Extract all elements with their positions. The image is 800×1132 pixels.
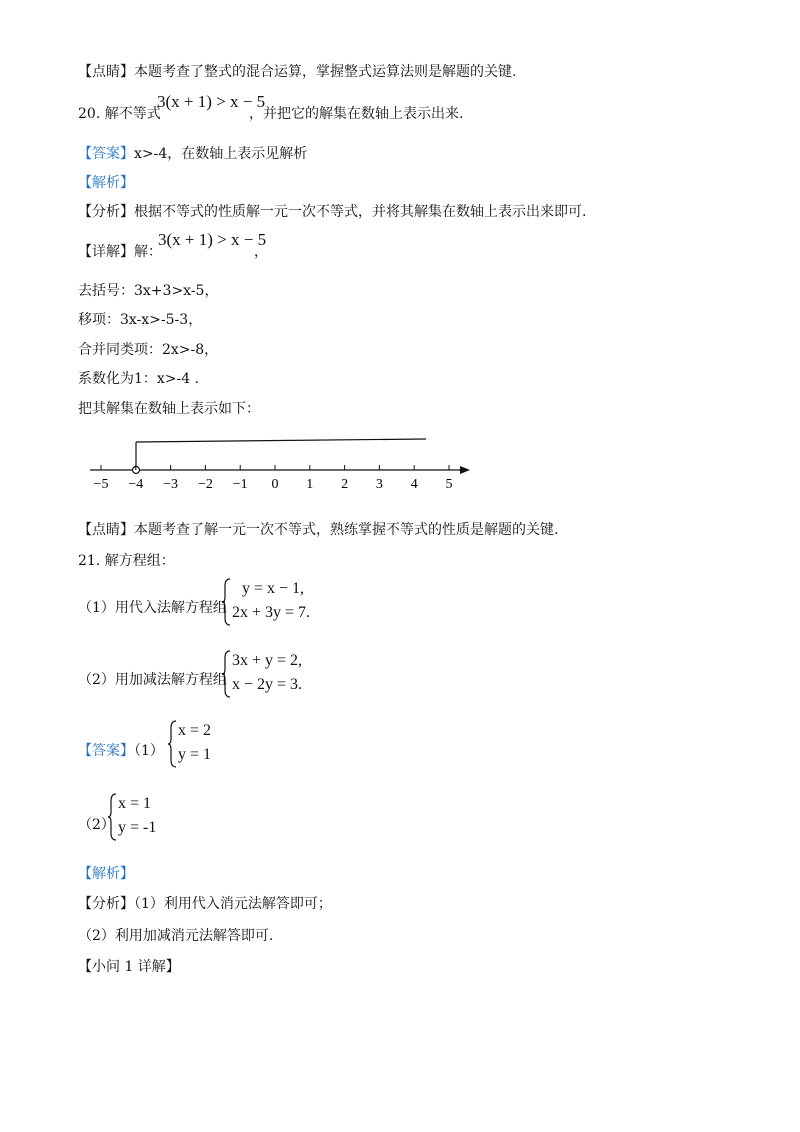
tick-label: 2 (341, 477, 349, 492)
inequality-formula: 3(x + 1) > x − 5 (157, 92, 266, 111)
system-2 (222, 650, 342, 700)
answer-21 (78, 741, 164, 761)
question-lead: 解不等式 (104, 106, 161, 122)
detail-20: 【详解】解： (78, 244, 162, 260)
answer-part-1-label: （1） (134, 743, 164, 759)
tick-label: −4 (128, 477, 144, 492)
subquestion-2-label: （2）用加减法解方程组 (78, 672, 227, 688)
tick-label: −3 (163, 477, 179, 492)
dianjing-note-1: 【点睛】本题考查了整式的混合运算，掌握整式运算法则是解题的关键. (78, 64, 517, 80)
dianjing-note-2: 【点睛】本题考查了解一元一次不等式，熟练掌握不等式的性质是解题的关键. (78, 522, 559, 538)
brace-icon (108, 793, 118, 841)
solution-step: 去括号：3x+3>x-5， (78, 283, 219, 299)
tick-label: 0 (271, 477, 279, 492)
answer-1-y: y = 1 (178, 746, 212, 763)
system-1 (222, 578, 342, 628)
analysis-fenxi-21b: （2）利用加减消元法解答即可. (78, 928, 274, 944)
answer-text: x>-4，在数轴上表示见解析 (134, 146, 308, 162)
solution-step: 合并同类项：2x>-8， (78, 342, 219, 358)
question-20 (78, 104, 161, 124)
solution-step: 移项：3x-x>-5-3， (78, 312, 203, 328)
answer-tag: 【答案】 (78, 743, 134, 759)
tick-label: −5 (93, 477, 109, 492)
detail-comma: ， (254, 244, 268, 260)
tick-label: −1 (232, 477, 248, 492)
answer-1-x: x = 2 (178, 722, 212, 739)
solution-ray (136, 439, 426, 442)
answer-2-x: x = 1 (118, 795, 152, 812)
analysis-fenxi-20: 【分析】根据不等式的性质解一元一次不等式，并将其解集在数轴上表示出来即可. (78, 204, 587, 220)
system-2-eq1: 3x + y = 2, (232, 652, 303, 669)
subquestion-1-detail: 【小问 1 详解】 (78, 959, 180, 975)
system-2-eq2: x − 2y = 3. (232, 676, 303, 693)
system-1-eq1: y = x − 1, (242, 580, 305, 597)
tick-label: −2 (197, 477, 213, 492)
axis-arrow (460, 466, 470, 474)
brace-icon (222, 578, 232, 626)
tick-label: 1 (306, 477, 314, 492)
brace-icon (168, 720, 178, 768)
answer-system-2 (108, 793, 188, 843)
tick-label: 4 (410, 477, 418, 492)
question-21-title: 21. 解方程组： (78, 553, 175, 569)
number-line (80, 430, 480, 500)
numberline-intro: 把其解集在数轴上表示如下： (78, 401, 260, 417)
analysis-tag-2: 【解析】 (78, 866, 134, 882)
answer-20 (78, 144, 307, 164)
solution-step: 系数化为1：x>-4 ． (78, 371, 209, 387)
question-number: 20. (78, 106, 101, 122)
system-1-eq2: 2x + 3y = 7. (232, 604, 311, 621)
answer-2-y: y = -1 (118, 819, 157, 836)
analysis-fenxi-21: 【分析】（1）利用代入消元法解答即可； (78, 896, 332, 912)
tick-label: 5 (445, 477, 453, 492)
detail-inequality: 3(x + 1) > x − 5 (158, 230, 267, 249)
answer-system-1 (168, 720, 248, 770)
answer-tag: 【答案】 (78, 146, 134, 162)
tick-label: 3 (375, 477, 383, 492)
subquestion-1-label: （1）用代入法解方程组 (78, 600, 227, 616)
question-tail: ，并把它的解集在数轴上表示出来. (249, 106, 464, 122)
analysis-tag: 【解析】 (78, 175, 134, 191)
answer-part-2-label: （2） (78, 817, 115, 833)
brace-icon (222, 650, 232, 698)
